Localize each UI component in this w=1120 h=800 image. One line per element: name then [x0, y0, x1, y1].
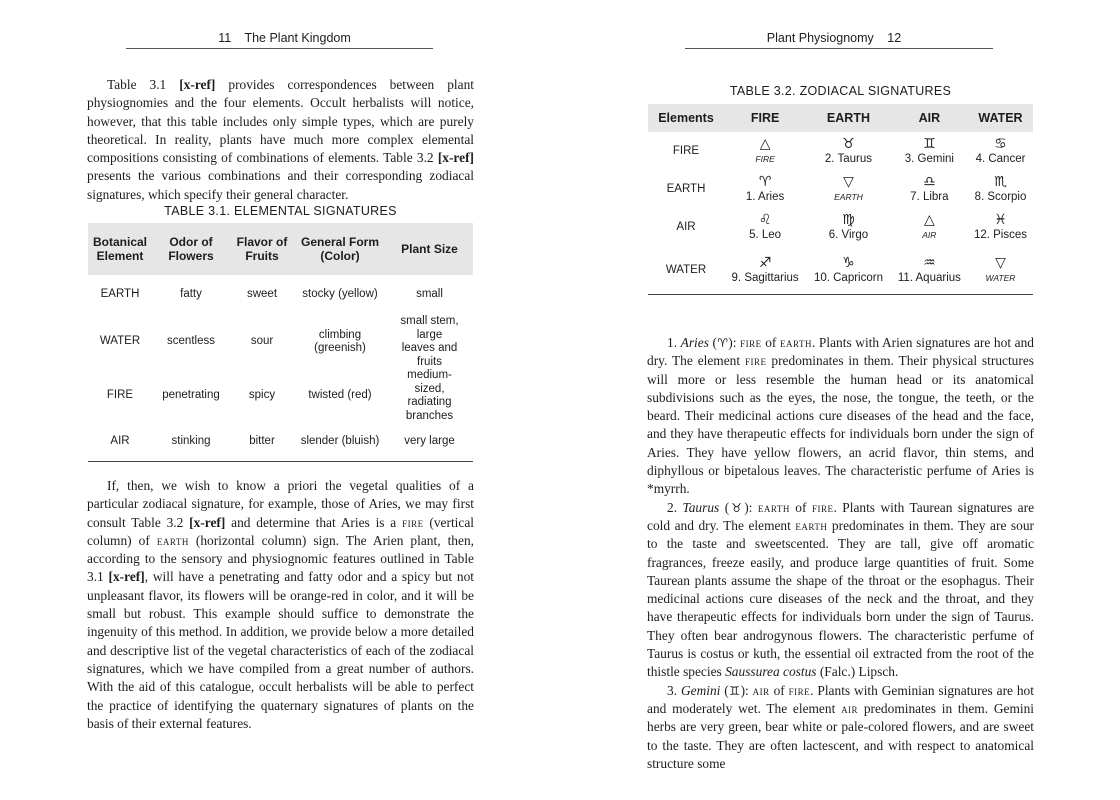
taurus-icon: ♉ — [729, 500, 745, 515]
running-title: The Plant Kingdom — [244, 31, 351, 45]
zodiac-descriptions — [647, 334, 1034, 773]
aries-entry: 1. Aries (♈): fire of earth. Plants with Arien signatures are hot and dry. The element fire predominates in them. Their physical structures will more or less resemble the human head or its anatomical subdivisions such as the eyes, the nose, the tongue, the teeth, or the beard. Their medicinal actions cure diseases of the head and the face, and they have therapeutic effects for individuals born under the sign of Aries. They have yellow flowers, an acrid flavor, thin stems, and diphyllous or bipetalous leaves. The characteristic perfume of Aries is *myrrh. — [647, 335, 1034, 497]
table-cell: bitter — [249, 435, 275, 448]
column-header: Botanical Element — [88, 223, 152, 275]
cross-reference[interactable]: [x-ref] — [189, 514, 226, 530]
column-header: Plant Size — [386, 223, 473, 275]
table-cell: ♎ 7. Libra — [891, 170, 968, 208]
table-3-2-title: TABLE 3.2. ZODIACAL SIGNATURES — [729, 84, 952, 98]
table-cell: WATER — [99, 335, 141, 348]
fire-triangle-icon: △ — [759, 136, 771, 152]
table-cell: stocky (yellow) — [302, 288, 378, 301]
column-header: Elements — [648, 104, 724, 132]
table-row — [88, 369, 473, 423]
table-cell: spicy — [248, 389, 276, 402]
scorpio-icon: ♏ — [994, 174, 1007, 190]
method-paragraph: If, then, we wish to know a priori the vegetal qualities of a particular zodiacal signature, for example, those of Aries, we may first consult Table 3.2 [x-ref] and determine that Aries is a fire (vertical column) of earth (horizontal column) sign. The Arien plant, then, according to the sensory and physiognomic features outlined in Table 3.1 [x-ref], will have a penetrating and fatty odor and a spicy but not unpleasant flavor, its flowers will be orange-red in color, and it will be small but robust. This example should suffice to demonstrate the ingenuity of this method. In addition, we provide below a more detailed and descriptive list of the vegetal characteristics of each of the zodiacal signatures, which we have compiled from a great number of authors. With the aid of this catalogue, occult herbalists will be able to perfect the practice of identifying the quaternary signatures of plants on the basis of their external features. — [87, 478, 474, 731]
table-cell: ♈ 1. Aries — [724, 170, 806, 208]
table-cell: very large — [404, 435, 455, 448]
column-header: Flavor of Fruits — [230, 223, 294, 275]
table-row — [648, 132, 1033, 170]
table-cell: EARTH — [100, 288, 140, 301]
table-cell: ♊ 3. Gemini — [891, 132, 968, 170]
running-head-right — [685, 30, 993, 49]
cross-reference[interactable]: [x-ref] — [437, 150, 474, 166]
column-header: WATER — [968, 104, 1033, 132]
row-header: FIRE — [672, 145, 700, 157]
column-header: General Form (Color) — [294, 223, 386, 275]
gemini-icon: ♊ — [728, 683, 741, 698]
table-cell: △ AIR — [891, 208, 968, 246]
table-cell: sweet — [246, 288, 278, 301]
aquarius-icon: ♒ — [923, 255, 936, 271]
table-row — [88, 315, 473, 369]
cross-reference[interactable]: [x-ref] — [179, 77, 216, 92]
table-cell: ▽ WATER — [968, 246, 1033, 295]
table-cell: sour — [250, 335, 274, 348]
running-head-left — [126, 30, 433, 49]
table-cell: ▽ EARTH — [806, 170, 891, 208]
row-header: WATER — [665, 264, 707, 276]
sagittarius-icon: ♐ — [758, 255, 772, 271]
table-cell: scentless — [167, 335, 215, 348]
table-cell: medium-sized, radiating branches — [405, 369, 454, 422]
table-cell: fatty — [180, 288, 202, 301]
capricorn-icon: ♑ — [842, 255, 855, 271]
table-cell: AIR — [110, 435, 130, 448]
running-title: Plant Physiognomy — [766, 31, 874, 45]
libra-icon: ♎ — [923, 174, 936, 190]
table-cell: ♍ 6. Virgo — [806, 208, 891, 246]
table-cell: ♑ 10. Capricorn — [806, 246, 891, 295]
intro-paragraph: Table 3.1 [x-ref] provides correspondences between plant physiognomies and the four elements. Occult herbalists will notice, however, that this table includes only simple types, which are purely theoretical. In reality, plants have much more complex elemental compositions consisting of combinations of elements. Table 3.2 [x-ref] presents the various combinations and their corresponding zodiacal signatures, which specify their general character. — [87, 77, 474, 202]
table-3-1-title: TABLE 3.1. ELEMENTAL SIGNATURES — [164, 204, 397, 218]
aries-icon: ♈ — [717, 336, 729, 350]
table-cell: ♒ 11. Aquarius — [891, 246, 968, 295]
table-row — [648, 170, 1033, 208]
table-cell: climbing (greenish) — [314, 328, 366, 354]
column-header: AIR — [891, 104, 968, 132]
table-cell: △ FIRE — [724, 132, 806, 170]
table-row — [648, 208, 1033, 246]
table-cell: small stem, large leaves and fruits — [400, 315, 459, 368]
pisces-icon: ♓ — [994, 212, 1007, 228]
table-cell: ♏ 8. Scorpio — [968, 170, 1033, 208]
row-header: EARTH — [666, 183, 706, 195]
table-cell: ♓ 12. Pisces — [968, 208, 1033, 246]
cancer-icon: ♋ — [994, 136, 1007, 152]
table-row — [88, 423, 473, 462]
page-number: 12 — [887, 31, 902, 45]
earth-triangle-icon: ▽ — [843, 174, 854, 190]
taurus-entry: 2. Taurus (♉): earth of fire. Plants with Taurean signatures are cold and dry. The element earth predominates in them. They are sour to the taste and sweetscented. They are tall, give off aromatic fragrances, freeze easily, and produce large quantities of fruit. Some Taurean plants assume the shape of the throat or the esophagus. Their medicinal actions cure diseases of the neck and the throat, and they have therapeutic effects for individuals born under the sign of Taurus. They often bear androgynous flowers. The characteristic perfume of Taurus is costus or kuth, the essential oil extracted from the root of the thistle species Saussurea costus (Falc.) Lipsch. — [647, 499, 1035, 680]
right-page — [560, 0, 1120, 800]
table-header-row — [648, 104, 1033, 132]
leo-icon: ♌ — [758, 212, 772, 228]
virgo-icon: ♍ — [842, 212, 855, 228]
table-cell: ♐ 9. Sagittarius — [724, 246, 806, 295]
aries-icon: ♈ — [758, 174, 772, 190]
water-triangle-icon: ▽ — [995, 255, 1006, 271]
column-header: Odor of Flowers — [152, 223, 230, 275]
table-cell: ♌ 5. Leo — [724, 208, 806, 246]
zodiacal-signatures-table — [648, 104, 1033, 295]
gemini-entry: 3. Gemini (♊): air of fire. Plants with Geminian signatures are hot and moderately wet. The element air predominates in them. Gemini herbs are very green, bear white or pale-colored flowers, and are sweet to the taste. They are often lactescent, and with respect to anatomical structure some — [647, 682, 1034, 771]
table-cell: ♋ 4. Cancer — [968, 132, 1033, 170]
table-cell: stinking — [171, 435, 211, 448]
table-cell: slender (bluish) — [300, 435, 380, 448]
table-row — [648, 246, 1033, 295]
table-cell: ♉ 2. Taurus — [806, 132, 891, 170]
taurus-icon: ♉ — [842, 136, 855, 152]
column-header: EARTH — [806, 104, 891, 132]
table-header-row — [88, 223, 473, 275]
table-cell: FIRE — [106, 389, 134, 402]
table-cell: twisted (red) — [308, 389, 372, 402]
column-header: FIRE — [724, 104, 806, 132]
table-cell: small — [416, 288, 443, 301]
page-number: 11 — [218, 31, 232, 45]
table-row — [88, 275, 473, 315]
row-header: AIR — [676, 221, 696, 233]
air-triangle-icon: △ — [923, 212, 935, 228]
cross-reference[interactable]: [x-ref] — [108, 569, 145, 585]
elemental-signatures-table — [88, 223, 473, 462]
table-cell: penetrating — [162, 389, 220, 402]
gemini-icon: ♊ — [923, 136, 936, 152]
